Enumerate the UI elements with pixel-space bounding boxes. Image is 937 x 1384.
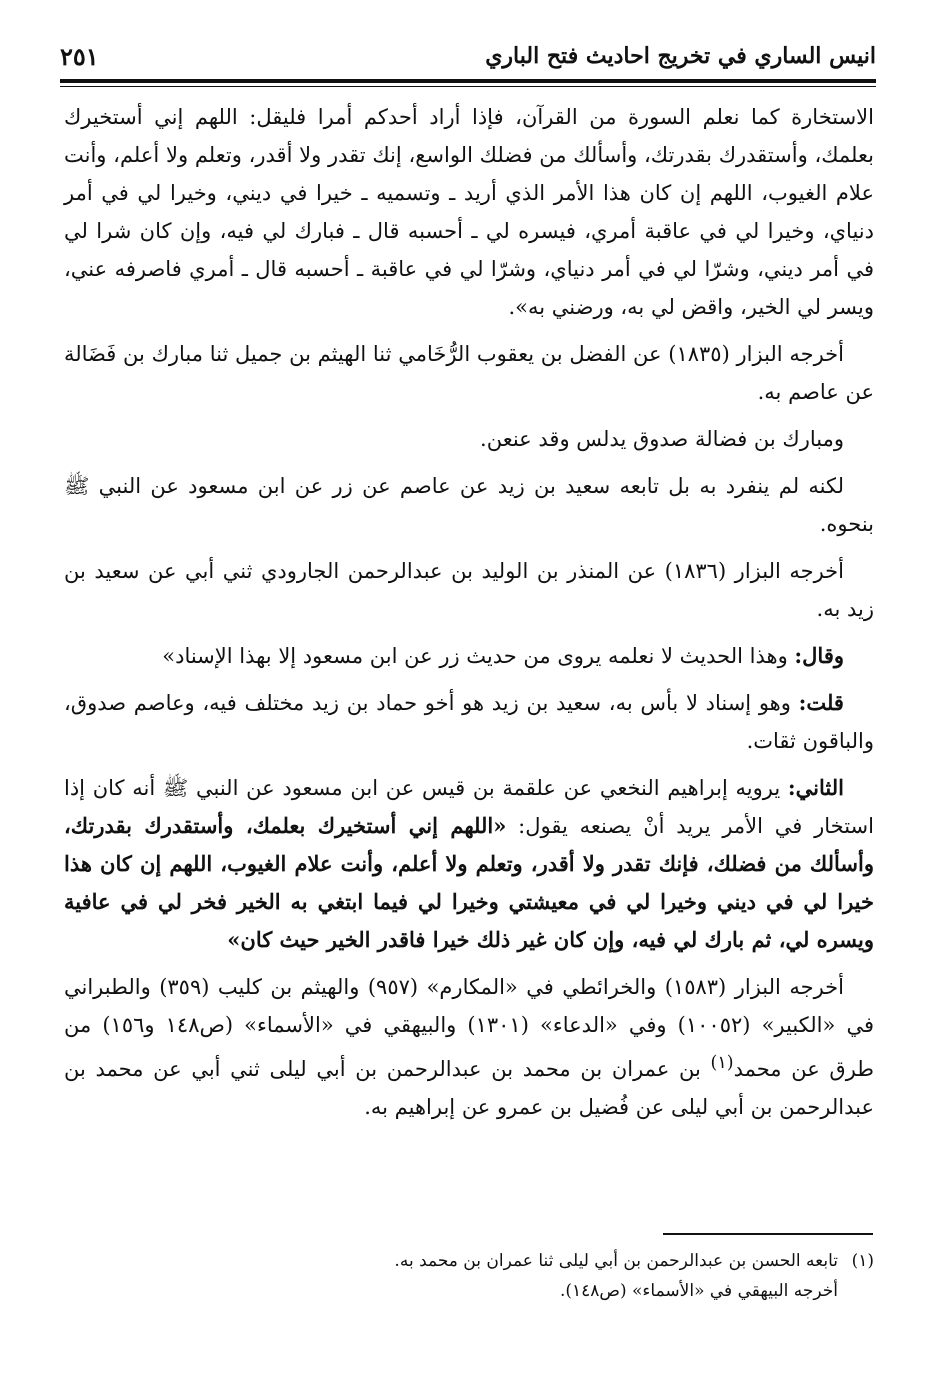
- page-header: [60, 36, 876, 76]
- second-hadith-text: «اللهم إني أستخيرك بعلمك، وأستقدرك بقدرتك، وأسألك من فضلك، فإنك تقدر ولا أقدر، وتعلم ولا أعلم، وأنت علام الغيوب، اللهم إن كان هذا خيرا لي في ديني وخيرا لي في معيشتي وخيرا لي فيما ابتغي به الخير فخر لي في عافية ويسره لي، ثم بارك لي فيه، وإن كان غير ذلك خيرا فاقدر الخير حيث كان»: [64, 813, 874, 952]
- paragraph-takhrij-1: أخرجه البزار (١٨٣٥) عن الفضل بن يعقوب الرُّخَامي ثنا الهيثم بن جميل ثنا مبارك بن فَضَالة عن عاصم به.: [64, 342, 874, 404]
- footnote-separator: [663, 1233, 873, 1235]
- main-text: [64, 98, 874, 1135]
- paragraph-takhrij-3: [64, 968, 874, 1126]
- paragraph-hadith-text: الاستخارة كما نعلم السورة من القرآن، فإذا أراد أحدكم أمرا فليقل: اللهم إني أستخيرك بعلمك، وأستقدرك بقدرتك، وأسألك من فضلك الواسع، إنك تقدر ولا أقدر، وتعلم ولا أعلم، وأنت علام الغيوب، اللهم إن كان هذا الأمر الذي أريد ـ وتسميه ـ خيرا في ديني، وخيرا لي في أمر دنياي، وخيرا لي في عاقبة أمري، فيسره لي ـ أحسبه قال ـ فبارك لي فيه، وإن كان شرا لي في أمر ديني، وشرّا لي في أمر دنياي، وشرّا لي في عاقبة ـ أحسبه قال ـ أمري فاصرفه عني، ويسر لي الخير، واقض لي به، ورضني به».: [64, 105, 874, 319]
- qala-lead: وقال:: [794, 643, 844, 668]
- paragraph-qala: [64, 637, 874, 675]
- qultu-lead: قلت:: [798, 690, 844, 715]
- qultu-text: وهو إسناد لا بأس به، سعيد بن زيد هو أخو حماد بن زيد مختلف فيه، وعاصم صدوق، والباقون ثقات.: [64, 691, 874, 753]
- second-intro: يرويه إبراهيم النخعي عن علقمة بن قيس عن ابن مسعود عن النبي ﷺ أنه كان إذا استخار في الأمر يريد أنْ يصنعه يقول:: [64, 776, 874, 838]
- paragraph-second-route: [64, 769, 874, 959]
- takhrij-3-part-b: بن عمران بن محمد بن عبدالرحمن بن أبي ليلى ثني أبي عن محمد بن عبدالرحمن بن أبي ليلى عن فُضيل بن عمرو عن إبراهيم به.: [64, 1057, 874, 1119]
- qala-text: وهذا الحديث لا نعلمه يروى من حديث زر عن ابن مسعود إلا بهذا الإسناد»: [162, 644, 788, 668]
- header-rule-thick: [60, 79, 876, 83]
- footnote-1: [64, 1246, 874, 1276]
- takhrij-3-part-a: أخرجه البزار (١٥٨٣) والخرائطي في «المكارم» (٩٥٧) والهيثم بن كليب (٣٥٩) والطبراني في «الكبير» (١٠٠٥٢) وفي «الدعاء» (١٣٠١) والبيهقي في «الأسماء» (ص١٤٨ و١٥٦) من طرق عن محمد: [64, 975, 874, 1081]
- paragraph-mutabaa: لكنه لم ينفرد به بل تابعه سعيد بن زيد عن عاصم عن زر عن ابن مسعود عن النبي ﷺ بنحوه.: [64, 474, 874, 536]
- running-title: انيس الساري في تخريج احاديث فتح الباري: [485, 43, 876, 69]
- paragraph-grading-1: ومبارك بن فضالة صدوق يدلس وقد عنعن.: [480, 427, 844, 451]
- footnote-1-line-2: أخرجه البيهقي في «الأسماء» (ص١٤٨).: [559, 1281, 838, 1301]
- paragraph-takhrij-2: أخرجه البزار (١٨٣٦) عن المنذر بن الوليد بن عبدالرحمن الجارودي ثني أبي عن سعيد بن زيد به.: [64, 559, 874, 621]
- footnotes: [64, 1246, 874, 1306]
- header-rule-thin: [60, 86, 876, 87]
- paragraph-qultu: [64, 684, 874, 760]
- second-lead: الثاني:: [787, 775, 844, 800]
- footnote-1-line-1: تابعه الحسن بن عبدالرحمن بن أبي ليلى ثنا عمران بن محمد به.: [394, 1251, 838, 1271]
- footnote-ref-1[interactable]: (١): [710, 1053, 734, 1073]
- footnote-number: (١): [851, 1251, 874, 1271]
- page-number: ٢٥١: [60, 41, 99, 71]
